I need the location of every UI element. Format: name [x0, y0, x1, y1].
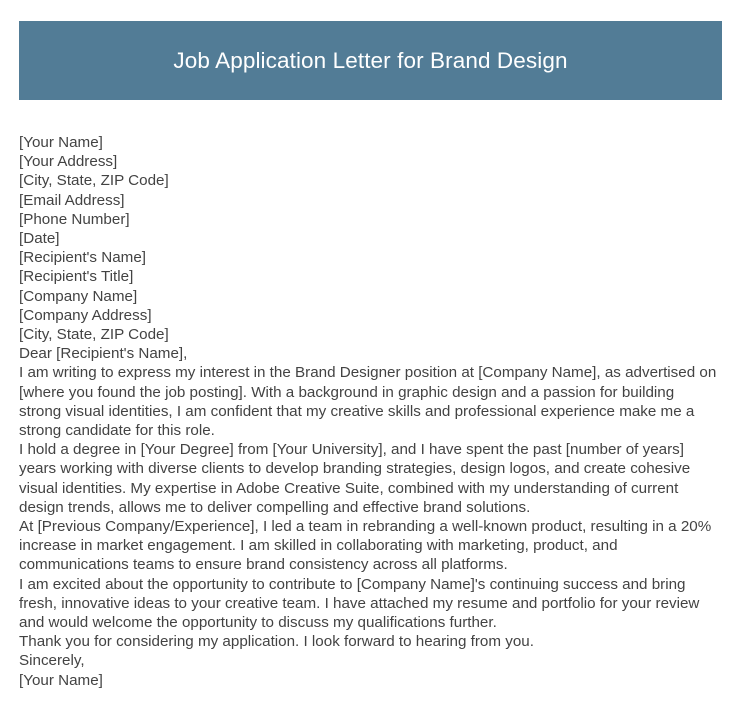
letter-paragraph: I am writing to express my interest in the Brand Designer position at [Company Name], as advertised on [where you found the job posting]. With a background in graphic design and a passion for building strong visual identities, I am confident that my creative skills and professional experience make me a strong candidate for this role.	[19, 364, 717, 440]
recipient-line: [Company Name]	[19, 287, 138, 305]
letter-paragraph: Thank you for considering my application. I look forward to hearing from you.	[19, 633, 534, 651]
sender-line: [Email Address]	[19, 191, 125, 209]
letter-body	[19, 133, 717, 690]
letter-paragraph: At [Previous Company/Experience], I led a team in rebranding a well-known product, resulting in a 20% increase in market engagement. I am skilled in collaborating with marketing, product, and communications teams to ensure brand consistency across all platforms.	[19, 518, 712, 574]
recipient-line: [Recipient's Name]	[19, 249, 146, 267]
document-header-banner	[19, 21, 722, 100]
letter-paragraph: I am excited about the opportunity to contribute to [Company Name]'s continuing success and bring fresh, innovative ideas to your creative team. I have attached my resume and portfolio for your review and would welcome the opportunity to discuss my qualifications further.	[19, 575, 700, 632]
sender-line: [Your Address]	[19, 153, 118, 171]
recipient-line: [Recipient's Title]	[19, 268, 134, 286]
sender-address-block	[19, 133, 717, 248]
page-title: Job Application Letter for Brand Design	[173, 48, 568, 73]
sender-line: [City, State, ZIP Code]	[19, 172, 169, 190]
recipient-address-block	[19, 248, 717, 344]
closing-salutation: Sincerely,	[19, 652, 85, 670]
recipient-line: [City, State, ZIP Code]	[19, 326, 169, 344]
sender-line: [Your Name]	[19, 134, 103, 151]
sender-line: [Phone Number]	[19, 210, 130, 228]
salutation: Dear [Recipient's Name],	[19, 345, 188, 363]
recipient-line: [Company Address]	[19, 306, 152, 324]
letter-paragraph: I hold a degree in [Your Degree] from [Your University], and I have spent the past [number of years] years working with diverse clients to develop branding strategies, design logos, and create cohesive visual identities. My expertise in Adobe Creative Suite, combined with my understanding of current design trends, allows me to deliver compelling and effective brand solutions.	[19, 441, 691, 516]
signature-name: [Your Name]	[19, 671, 103, 689]
sender-line: [Date]	[19, 230, 60, 248]
